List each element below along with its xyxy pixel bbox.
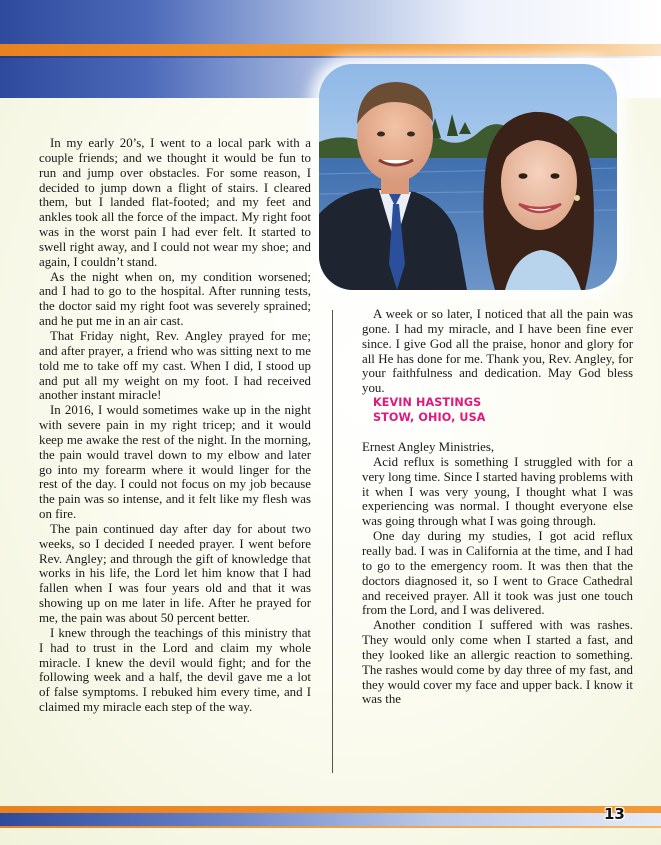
column-divider: [332, 310, 333, 773]
header-blue-line: [0, 56, 661, 58]
paragraph: In my early 20’s, I went to a local park with a couple friends; and we thought it would be fun to run and jump over obstacles. For some reason, I decided to jump down a flight of stairs. I cleared them, but I landed flat-footed; and my feet and ankles took all the force of the impact. My right foot was in the worst pain I had ever felt. It started to swell right away, and I could not wear my shoe; and again, I couldn’t stand.: [39, 136, 311, 269]
paragraph: I knew through the teachings of this ministry that I had to trust in the Lord and claim my whole miracle. I knew the devil would fight; and for the following week and a half, the devil gave me a lot of false symptoms. I rebuked him every time, and I claimed my miracle each step of the way.: [39, 625, 311, 715]
paragraph: The pain continued day after day for about two weeks, so I decided I needed prayer. I went before Rev. Angley; and through the gift of knowledge that works in his life, the Lord let him know that I had fallen when I was four years old and that it was showing up on me later in life. After he prayed for me, the pain was about 50 percent better.: [39, 521, 311, 625]
footer-orange-line: [0, 826, 661, 828]
footer-blue-band: [0, 813, 661, 826]
signature-name: KEVIN HASTINGS: [373, 396, 482, 410]
header-orange-stripe: [0, 44, 661, 56]
signature-location: STOW, OHIO, USA: [373, 410, 486, 424]
article-column-left: [39, 136, 311, 715]
paragraph: One day during my studies, I got acid reflux really bad. I was in California at the time, and I had to go to the emergency room. It was then that the doctors diagnosed it, so I went to Grace Cathedral and received prayer. All it took was just one touch from the Lord, and I was delivered.: [362, 529, 633, 618]
paragraph: That Friday night, Rev. Angley prayed for me; and after prayer, a friend who was sitting next to me told me to take off my cast. When I did, I stood up and put all my weight on my foot. I had received another instant miracle!: [39, 328, 311, 403]
paragraph: As the night when on, my condition worsened; and I had to go to the hospital. After running tests, the doctor said my right foot was severely sprained; and he put me in an air cast.: [39, 269, 311, 329]
letter-salutation: Ernest Angley Ministries,: [362, 440, 495, 455]
couple-photo: [319, 64, 617, 290]
footer-orange-stripe: [0, 806, 661, 813]
page-number: 13: [604, 805, 625, 823]
paragraph: Acid reflux is something I struggled with for a very long time. Since I started having problems with it when I was very young, I thought what I was experiencing was normal. I thought everyone else was going through what I was going through.: [362, 454, 634, 529]
paragraph: In 2016, I would sometimes wake up in the night with severe pain in my right tricep; and it would keep me awake the rest of the night. In the morning, the pain would travel down to my elbow and later go into my forearm where it would linger for the rest of the day. I could not focus on my job because the pain was so intense, and it felt like my flesh was on fire.: [39, 403, 311, 522]
paragraph: Another condition I suffered with was rashes. They would only come when I started a fast, and they looked like an allergic reaction to something. The rashes would come by day three of my fast, and they would cover my face and upper back. I know it was the: [362, 618, 633, 707]
spacer: [362, 425, 633, 440]
article-column-right: [362, 307, 633, 707]
paragraph: A week or so later, I noticed that all the pain was gone. I had my miracle, and I have been fine ever since. I give God all the praise, honor and glory for all He has done for me. Thank you, Rev. Angley, for your faithfulness and dedication. May God bless you.: [362, 307, 633, 396]
